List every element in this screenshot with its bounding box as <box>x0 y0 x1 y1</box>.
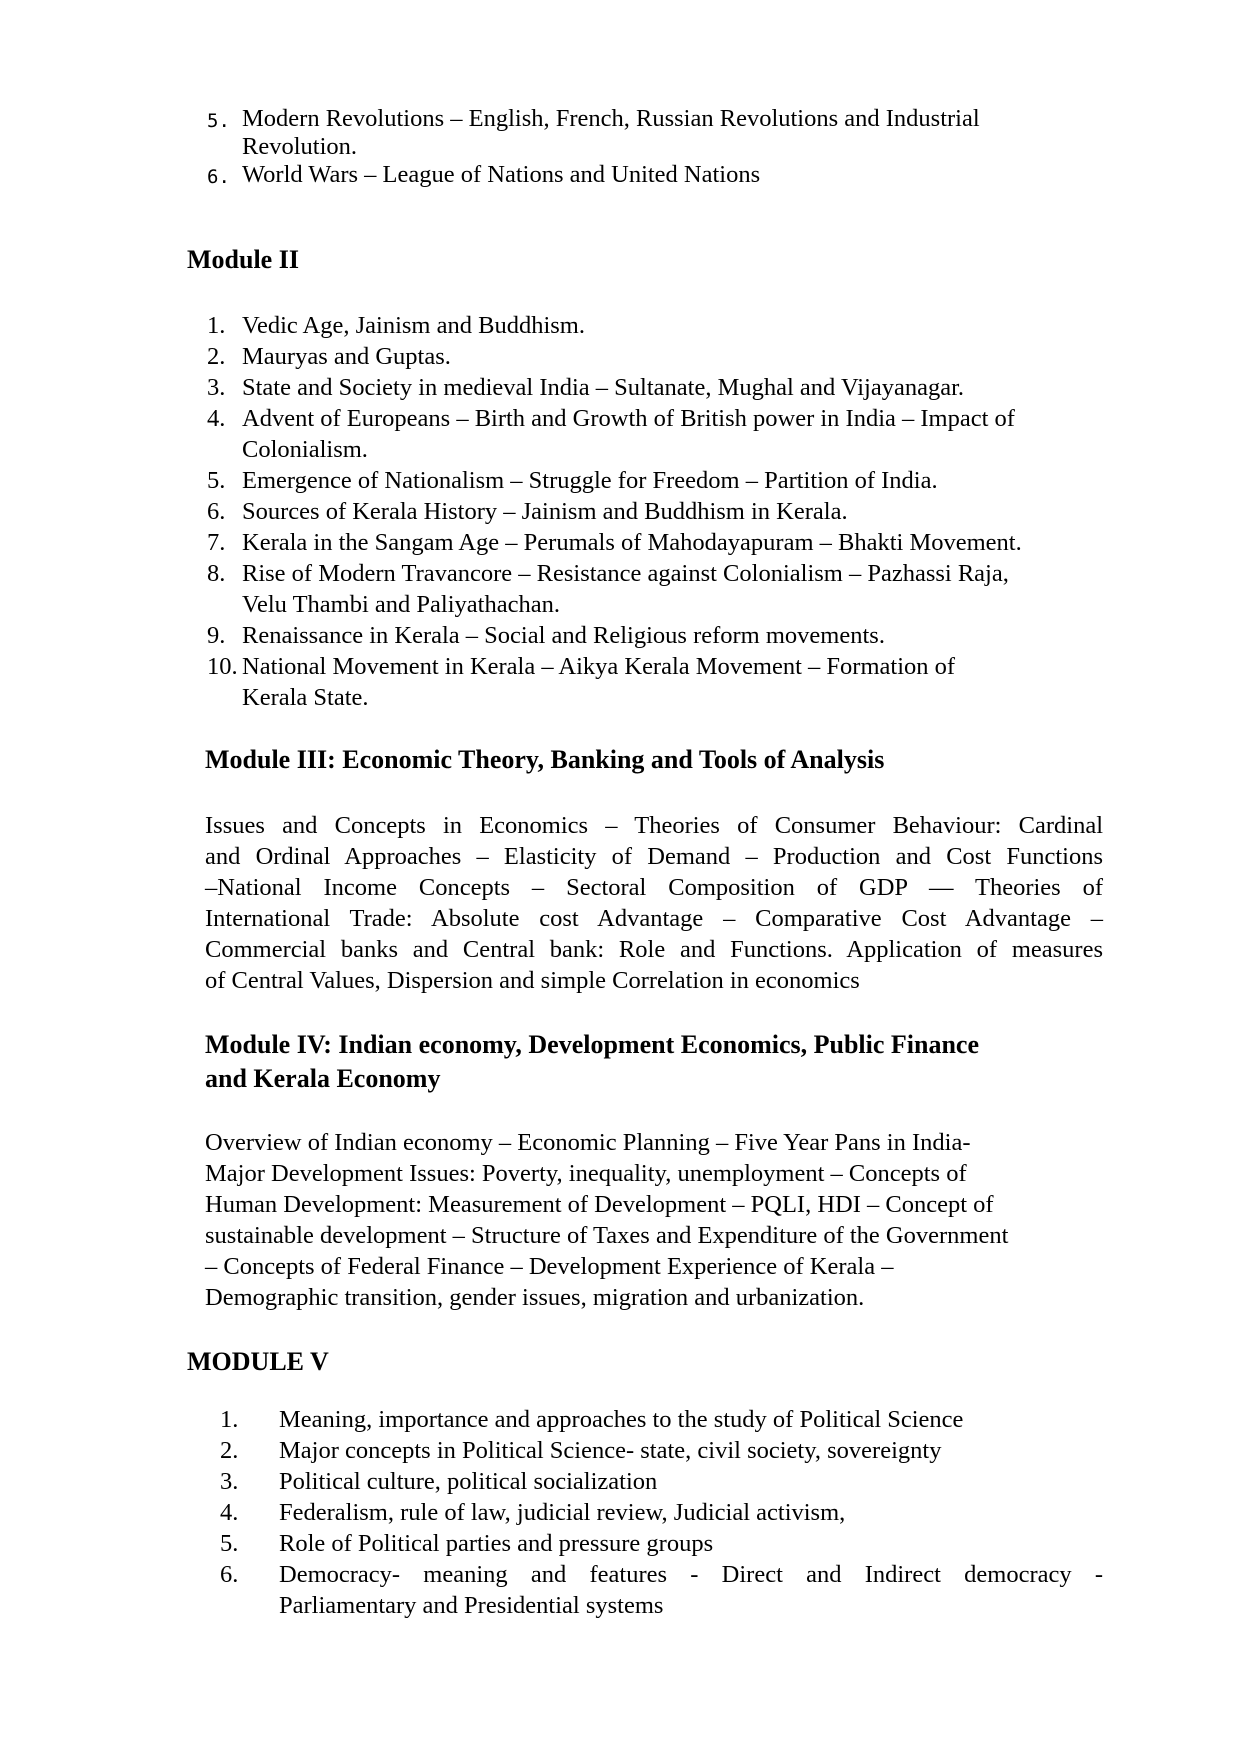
paragraph-line: Demographic transition, gender issues, migration and urbanization. <box>205 1284 865 1311</box>
list-number: 6. <box>207 498 226 525</box>
list-item-text: Parliamentary and Presidential systems <box>279 1592 664 1619</box>
list-item-text: Velu Thambi and Paliyathachan. <box>242 591 560 618</box>
list-number: 6. <box>207 166 230 188</box>
paragraph-line: and Ordinal Approaches – Elasticity of Demand – Production and Cost Functions <box>205 843 1103 870</box>
paragraph-line: Major Development Issues: Poverty, inequality, unemployment – Concepts of <box>205 1160 967 1187</box>
module-4-heading-line-2: and Kerala Economy <box>205 1064 441 1093</box>
paragraph-line: Human Development: Measurement of Development – PQLI, HDI – Concept of <box>205 1191 994 1218</box>
list-item-text: Vedic Age, Jainism and Buddhism. <box>242 312 585 339</box>
list-number: 8. <box>207 560 226 587</box>
module-4-heading: Module IV: Indian economy, Development Economics, Public Finance <box>205 1030 980 1059</box>
list-item-text: State and Society in medieval India – Sultanate, Mughal and Vijayanagar. <box>242 374 964 401</box>
list-number: 1. <box>220 1406 239 1433</box>
list-number: 3. <box>207 374 226 401</box>
paragraph-line: Overview of Indian economy – Economic Planning – Five Year Pans in India- <box>205 1129 971 1156</box>
list-item-text: Kerala State. <box>242 684 369 711</box>
module-5-heading: MODULE V <box>187 1347 329 1376</box>
list-number: 5. <box>220 1530 239 1557</box>
list-item-text: Emergence of Nationalism – Struggle for Freedom – Partition of India. <box>242 467 938 494</box>
list-item-text: World Wars – League of Nations and United Nations <box>242 161 761 188</box>
paragraph-line: –National Income Concepts – Sectoral Composition of GDP — Theories of <box>205 874 1103 901</box>
list-item-text: Renaissance in Kerala – Social and Religious reform movements. <box>242 622 885 649</box>
list-item-text: Role of Political parties and pressure groups <box>279 1530 714 1557</box>
paragraph-line: of Central Values, Dispersion and simple Correlation in economics <box>205 967 860 994</box>
list-item-text: Advent of Europeans – Birth and Growth of British power in India – Impact of <box>242 405 1015 432</box>
paragraph-line: Issues and Concepts in Economics – Theories of Consumer Behaviour: Cardinal <box>205 812 1103 839</box>
list-item-text: Meaning, importance and approaches to the study of Political Science <box>279 1406 964 1433</box>
paragraph-line: sustainable development – Structure of Taxes and Expenditure of the Government <box>205 1222 1009 1249</box>
list-number: 7. <box>207 529 226 556</box>
module-2-heading: Module II <box>187 245 299 274</box>
module-4-paragraph <box>205 1127 1008 1313</box>
paragraph-line: Commercial banks and Central bank: Role and Functions. Application of measures <box>205 936 1103 963</box>
list-number: 6. <box>220 1561 239 1588</box>
list-number: 5. <box>207 467 226 494</box>
list-item-text: Political culture, political socialization <box>279 1468 658 1495</box>
paragraph-line: – Concepts of Federal Finance – Development Experience of Kerala – <box>205 1253 894 1280</box>
module-3-heading: Module III: Economic Theory, Banking and Tools of Analysis <box>205 745 885 774</box>
module-3-paragraph <box>205 810 1103 996</box>
list-item-text: Modern Revolutions – English, French, Russian Revolutions and Industrial <box>242 105 980 132</box>
list-item-text: Revolution. <box>242 133 358 160</box>
list-item-text: Democracy- meaning and features - Direct and Indirect democracy - <box>279 1561 1103 1588</box>
list-number: 9. <box>207 622 226 649</box>
list-item-text: Rise of Modern Travancore – Resistance against Colonialism – Pazhassi Raja, <box>242 560 1009 587</box>
list-item-text: National Movement in Kerala – Aikya Kerala Movement – Formation of <box>242 653 956 680</box>
list-number: 2. <box>207 343 226 370</box>
list-number: 3. <box>220 1468 239 1495</box>
list-item-text: Kerala in the Sangam Age – Perumals of Mahodayapuram – Bhakti Movement. <box>242 529 1022 556</box>
list-number: 5. <box>207 110 230 132</box>
list-number: 2. <box>220 1437 239 1464</box>
list-number: 4. <box>220 1499 239 1526</box>
list-item-block <box>279 1559 1103 1621</box>
list-item-text: Colonialism. <box>242 436 368 463</box>
list-item-text: Federalism, rule of law, judicial review, Judicial activism, <box>279 1499 846 1526</box>
list-item-text: Sources of Kerala History – Jainism and Buddhism in Kerala. <box>242 498 848 525</box>
paragraph-line: International Trade: Absolute cost Advantage – Comparative Cost Advantage – <box>205 905 1103 932</box>
list-number: 10. <box>207 653 238 680</box>
list-number: 1. <box>207 312 226 339</box>
list-item-text: Major concepts in Political Science- state, civil society, sovereignty <box>279 1437 942 1464</box>
list-item-text: Mauryas and Guptas. <box>242 343 451 370</box>
list-number: 4. <box>207 405 226 432</box>
